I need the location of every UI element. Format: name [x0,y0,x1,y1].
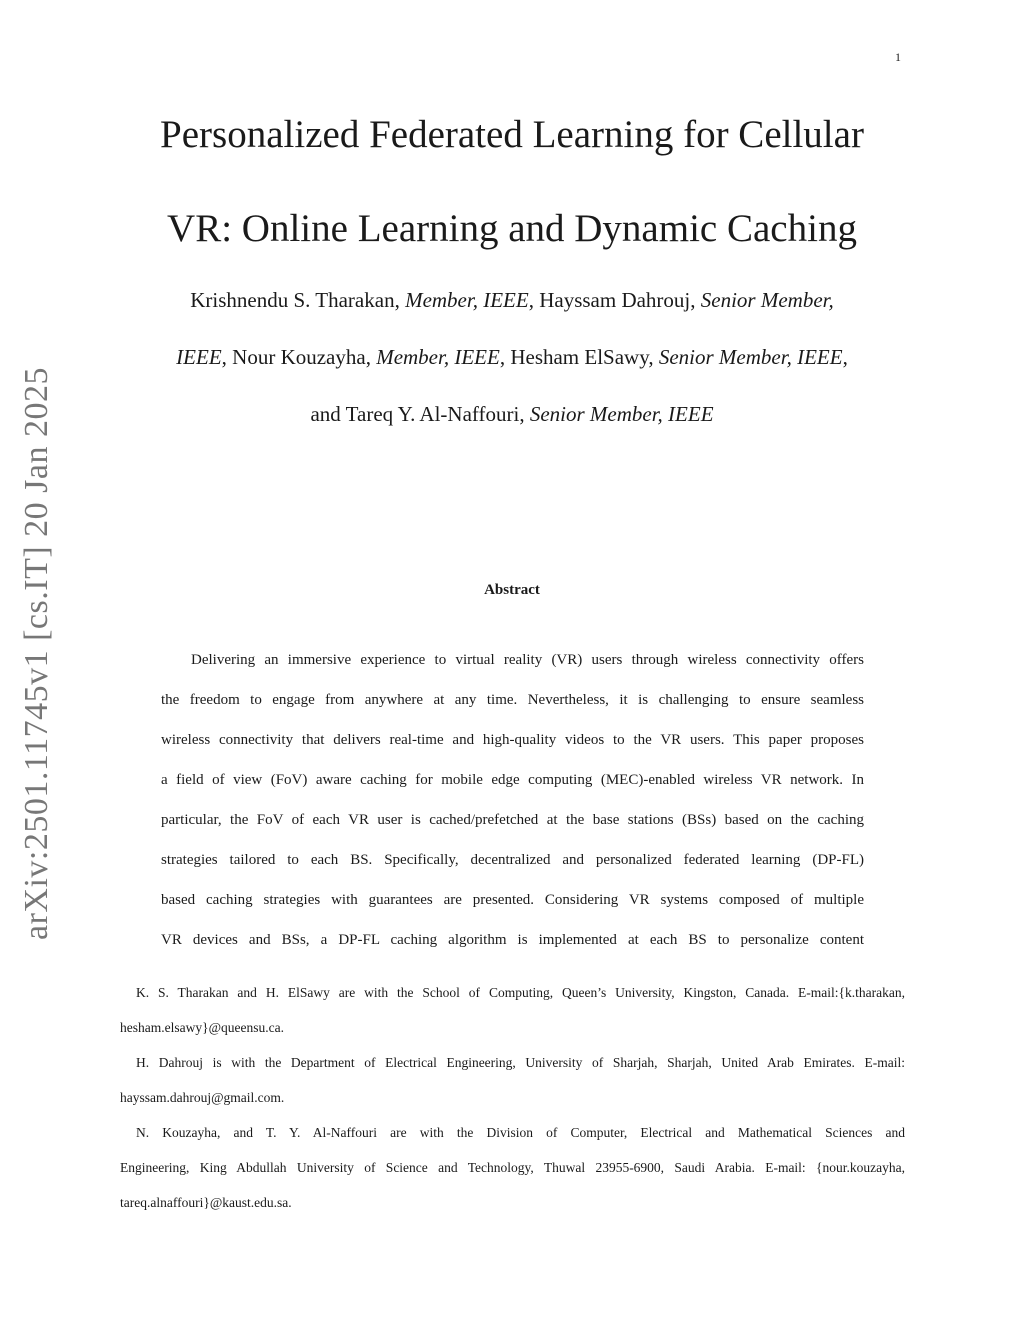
author-line-2 [110,329,914,386]
author-name: , Hayssam Dahrouj, [528,288,701,312]
author-name: , Hesham ElSawy, [499,345,659,369]
author-membership: Senior Member, [700,288,834,312]
arxiv-identifier: arXiv:2501.11745v1 [cs.IT] 20 Jan 2025 [18,367,55,940]
author-line-3 [110,386,914,443]
footnote-line: hesham.elsawy}@queensu.ca. [120,1020,284,1035]
footnote-line: hayssam.dahrouj@gmail.com. [120,1090,285,1105]
abstract-line: strategies tailored to each BS. Specifically, decentralized and personalized federated learning (DP-FL) [161,852,864,868]
author-line-1 [110,272,914,329]
abstract-line: a field of view (FoV) aware caching for mobile edge computing (MEC)-enabled wireless VR network. In [161,772,864,788]
paper-title-line-1: Personalized Federated Learning for Cellular [160,113,864,156]
abstract-line: wireless connectivity that delivers real-time and high-quality videos to the VR users. This paper proposes [161,732,864,748]
abstract-line: VR devices and BSs, a DP-FL caching algorithm is implemented at each BS to personalize content [161,932,864,948]
author-membership: IEEE [176,345,222,369]
abstract-line: Delivering an immersive experience to virtual reality (VR) users through wireless connectivity offers [191,652,864,668]
page-number: 1 [895,50,901,64]
abstract-line: based caching strategies with guarantees are presented. Considering VR systems composed of multiple [161,892,864,908]
footnote-line: tareq.alnaffouri}@kaust.edu.sa. [120,1195,292,1210]
abstract-heading: Abstract [484,582,540,598]
footnote-line: K. S. Tharakan and H. ElSawy are with the School of Computing, Queen’s University, Kingston, Canada. E-mail:{k.tharakan, [136,985,905,1000]
abstract-line: the freedom to engage from anywhere at any time. Nevertheless, it is challenging to ensure seamless [161,692,864,708]
paper-title-line-2: VR: Online Learning and Dynamic Caching [167,207,857,250]
author-name: , Nour Kouzayha, [221,345,377,369]
author-list [110,272,914,443]
author-membership: Senior Member, IEEE [529,402,714,426]
author-membership: Member, IEEE [376,345,500,369]
author-name: Krishnendu S. Tharakan, [190,288,406,312]
author-membership: Member, IEEE [405,288,529,312]
footnote-line: Engineering, King Abdullah University of Science and Technology, Thuwal 23955-6900, Saudi Arabia. E-mail: {nour.kouzayha, [120,1160,905,1175]
footnote-line: N. Kouzayha, and T. Y. Al-Naffouri are with the Division of Computer, Electrical and Mathematical Sciences and [136,1125,905,1140]
paper-title [120,88,904,276]
author-membership: Senior Member, IEEE [658,345,843,369]
abstract-line: particular, the FoV of each VR user is cached/prefetched at the base stations (BSs) based on the caching [161,812,864,828]
affiliation-footnotes [120,975,905,1220]
abstract-text [161,640,864,960]
author-separator: , [842,345,848,369]
footnote-line: H. Dahrouj is with the Department of Electrical Engineering, University of Sharjah, Sharjah, United Arab Emirates. E-mail: [136,1055,905,1070]
author-name: and Tareq Y. Al-Naffouri, [310,402,530,426]
